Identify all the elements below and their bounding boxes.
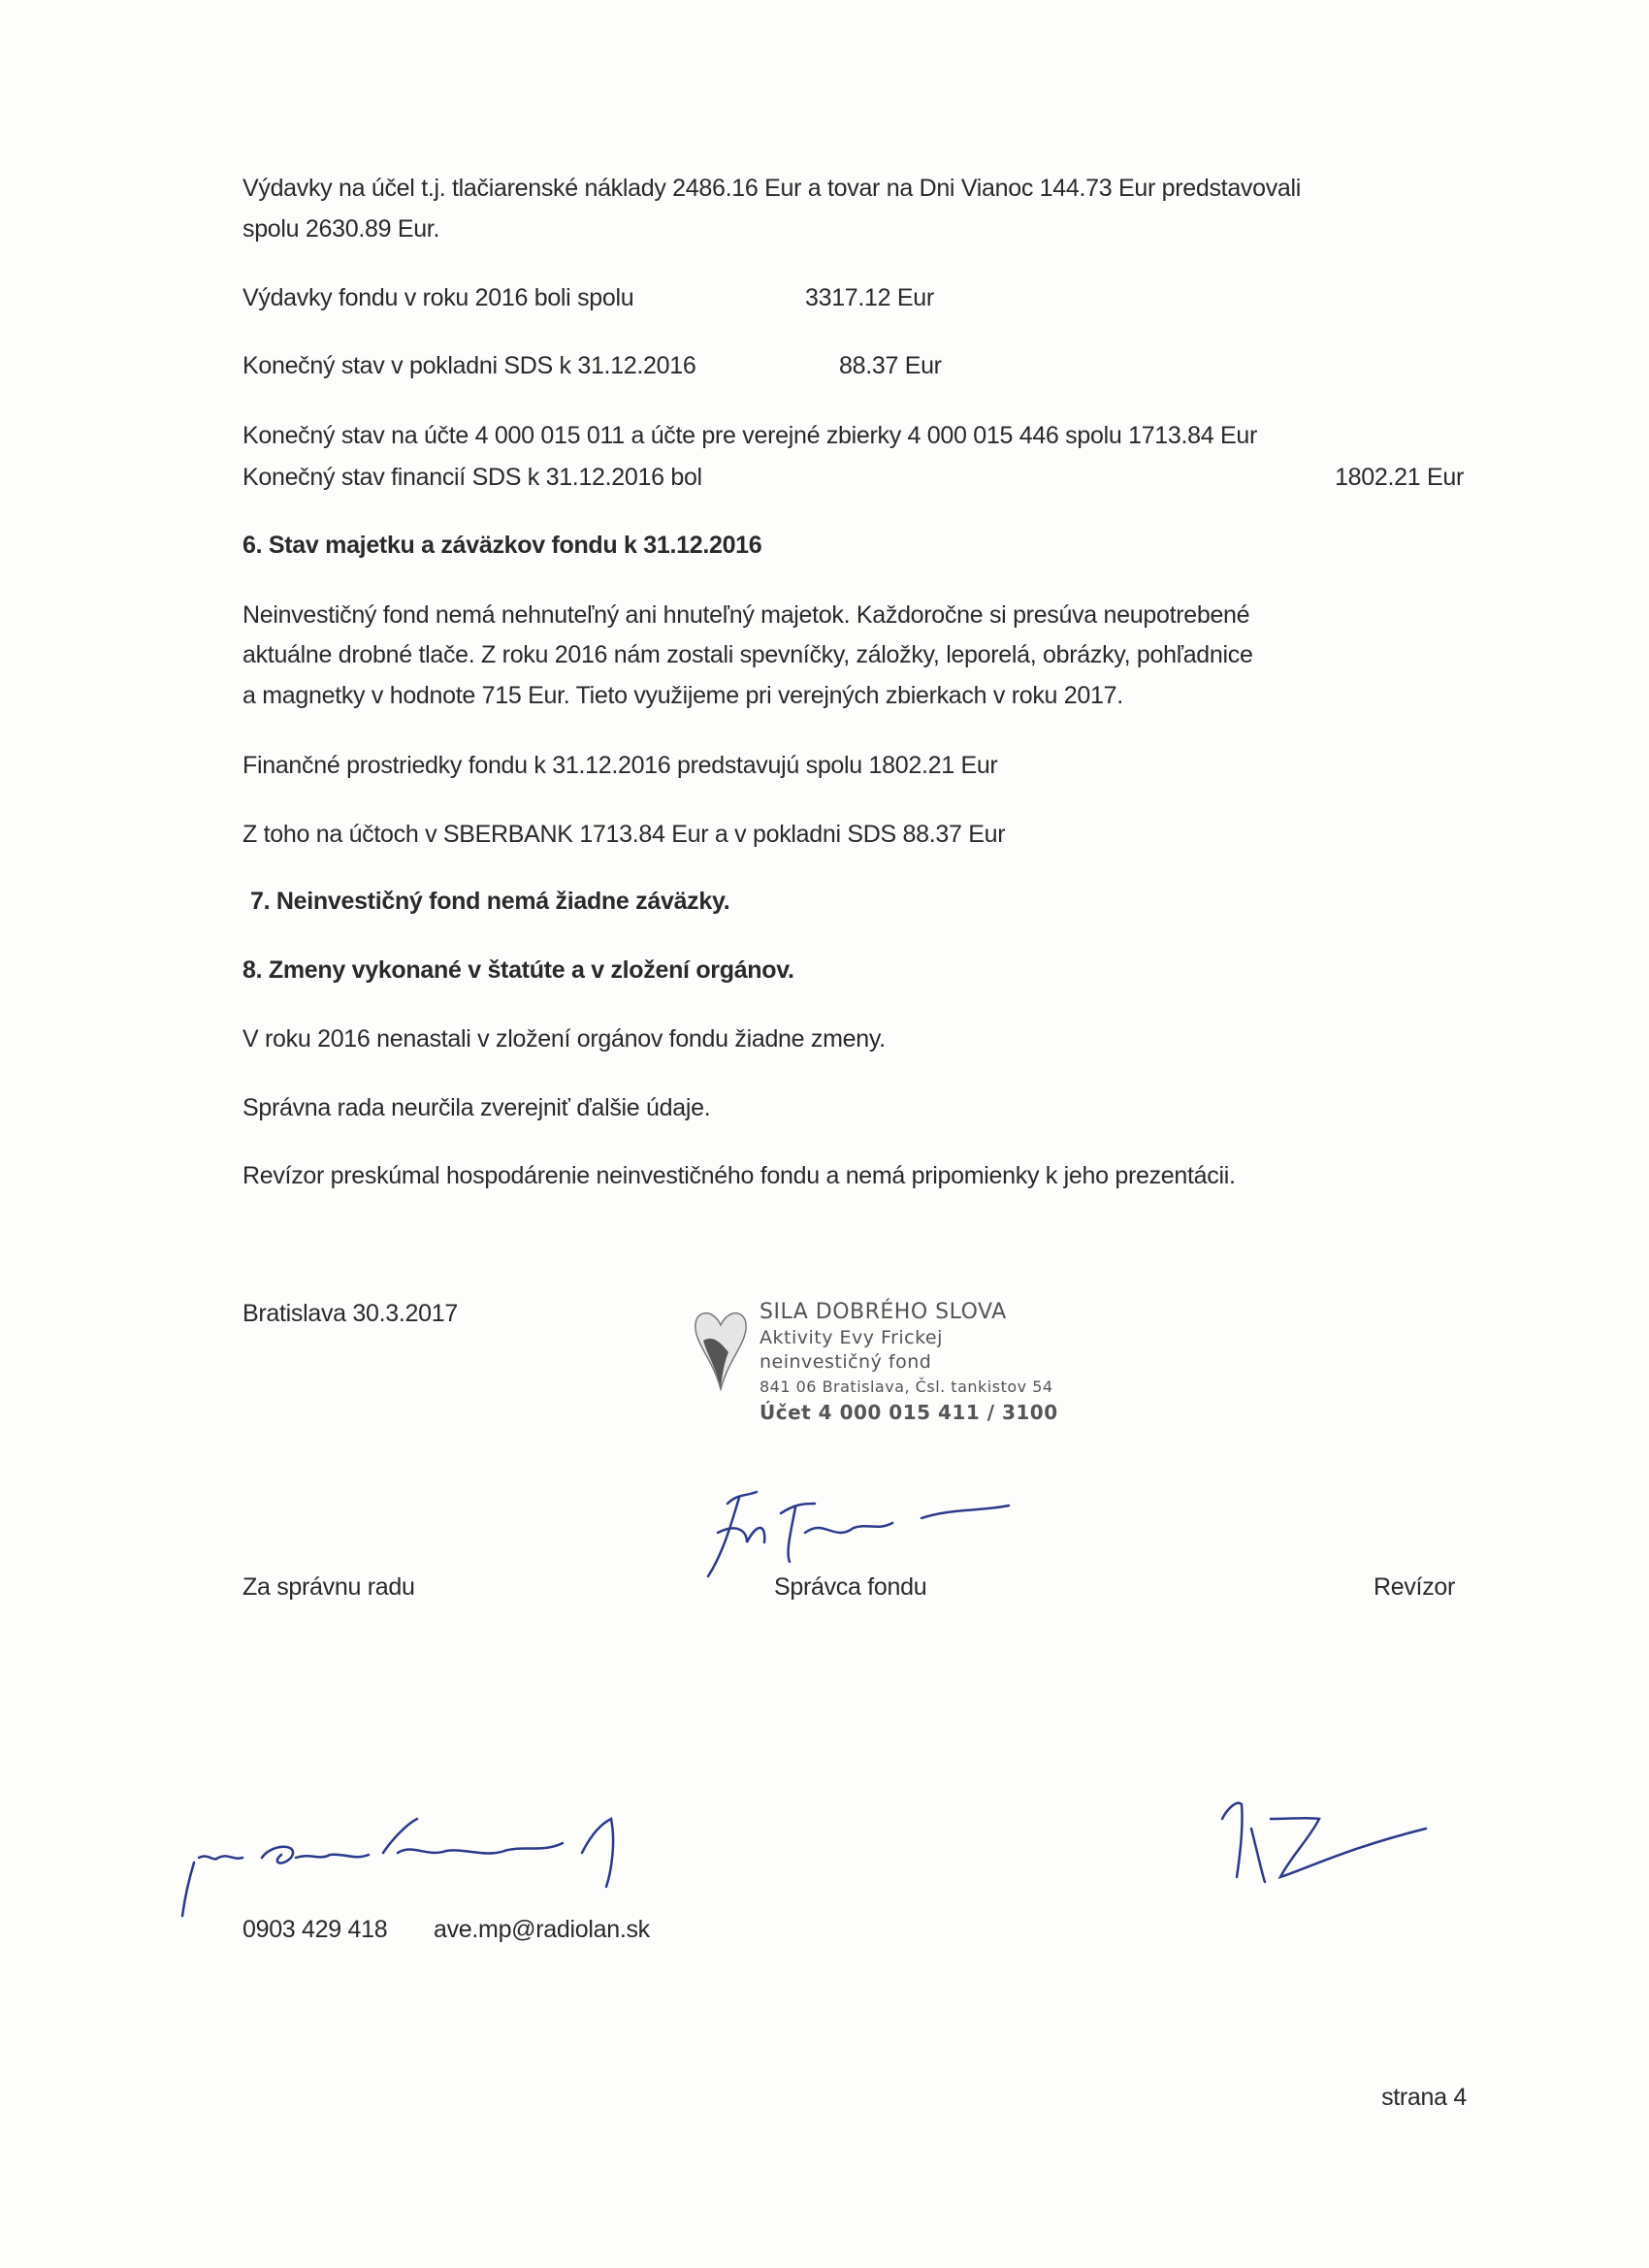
auditor-note: Revízor preskúmal hospodárenie neinvestičného fondu a nemá pripomienky k jeho prezentácii.	[242, 1162, 1236, 1189]
assets-line1: Neinvestičný fond nemá nehnuteľný ani hnuteľný majetok. Každoročne si presúva neupotrebené	[242, 601, 1250, 629]
heart-logo-icon	[692, 1304, 750, 1391]
administrator-signature-label: Správca fondu	[774, 1573, 927, 1601]
auditor-signature	[1203, 1790, 1436, 1906]
assets-line2: aktuálne drobné tlače. Z roku 2016 nám zostali spevníčky, záložky, leporelá, obrázky, pohľadnice	[242, 641, 1253, 668]
stamp-line1: SILA DOBRÉHO SLOVA	[760, 1300, 1007, 1324]
board-signature-label: Za správnu radu	[242, 1573, 415, 1601]
place-date: Bratislava 30.3.2017	[242, 1300, 458, 1327]
expenses-purpose-line2: spolu 2630.89 Eur.	[242, 215, 440, 243]
page-number: strana 4	[1381, 2084, 1467, 2111]
no-changes: V roku 2016 nenastali v zložení orgánov fondu žiadne zmeny.	[242, 1025, 886, 1053]
assets-line3: a magnetky v hodnote 715 Eur. Tieto využijeme pri verejných zbierkach v roku 2017.	[242, 682, 1123, 709]
auditor-signature-label: Revízor	[1374, 1573, 1456, 1601]
section7-heading: 7. Neinvestičný fond nemá žiadne záväzky.	[250, 888, 730, 915]
of-which: Z toho na účtoch v SBERBANK 1713.84 Eur a v pokladni SDS 88.37 Eur	[242, 821, 1006, 848]
contact-phone: 0903 429 418	[242, 1916, 388, 1943]
stamp-line5: Účet 4 000 015 411 / 3100	[760, 1401, 1058, 1424]
contact-email[interactable]: ave.mp@radiolan.sk	[434, 1916, 650, 1943]
stamp-line2: Aktivity Evy Frickej	[760, 1327, 943, 1348]
cash-value: 88.37 Eur	[839, 352, 942, 379]
stamp-line3: neinvestičný fond	[760, 1351, 932, 1373]
fund-expenses-value: 3317.12 Eur	[805, 284, 934, 311]
accounts-line: Konečný stav na účte 4 000 015 011 a účte pre verejné zbierky 4 000 015 446 spolu 1713.84 Eur	[242, 422, 1258, 449]
expenses-purpose-line1: Výdavky na účel t.j. tlačiarenské náklady 2486.16 Eur a tovar na Dni Vianoc 144.73 Eur predstavovali	[242, 175, 1302, 202]
cash-label: Konečný stav v pokladni SDS k 31.12.2016	[242, 352, 696, 379]
board-note: Správna rada neurčila zverejniť ďalšie údaje.	[242, 1094, 711, 1121]
organization-stamp	[692, 1298, 1060, 1443]
finances-value: 1802.21 Eur	[1335, 464, 1464, 491]
section6-heading: 6. Stav majetku a záväzkov fondu k 31.12.2016	[242, 532, 762, 559]
finances-label: Konečný stav financií SDS k 31.12.2016 bol	[242, 464, 702, 491]
fund-expenses-label: Výdavky fondu v roku 2016 boli spolu	[242, 284, 634, 311]
section8-heading: 8. Zmeny vykonané v štatúte a v zložení orgánov.	[242, 956, 794, 984]
board-signature	[175, 1804, 640, 1921]
financial-means: Finančné prostriedky fondu k 31.12.2016 predstavujú spolu 1802.21 Eur	[242, 752, 998, 779]
stamp-line4: 841 06 Bratislava, Čsl. tankistov 54	[760, 1377, 1053, 1396]
